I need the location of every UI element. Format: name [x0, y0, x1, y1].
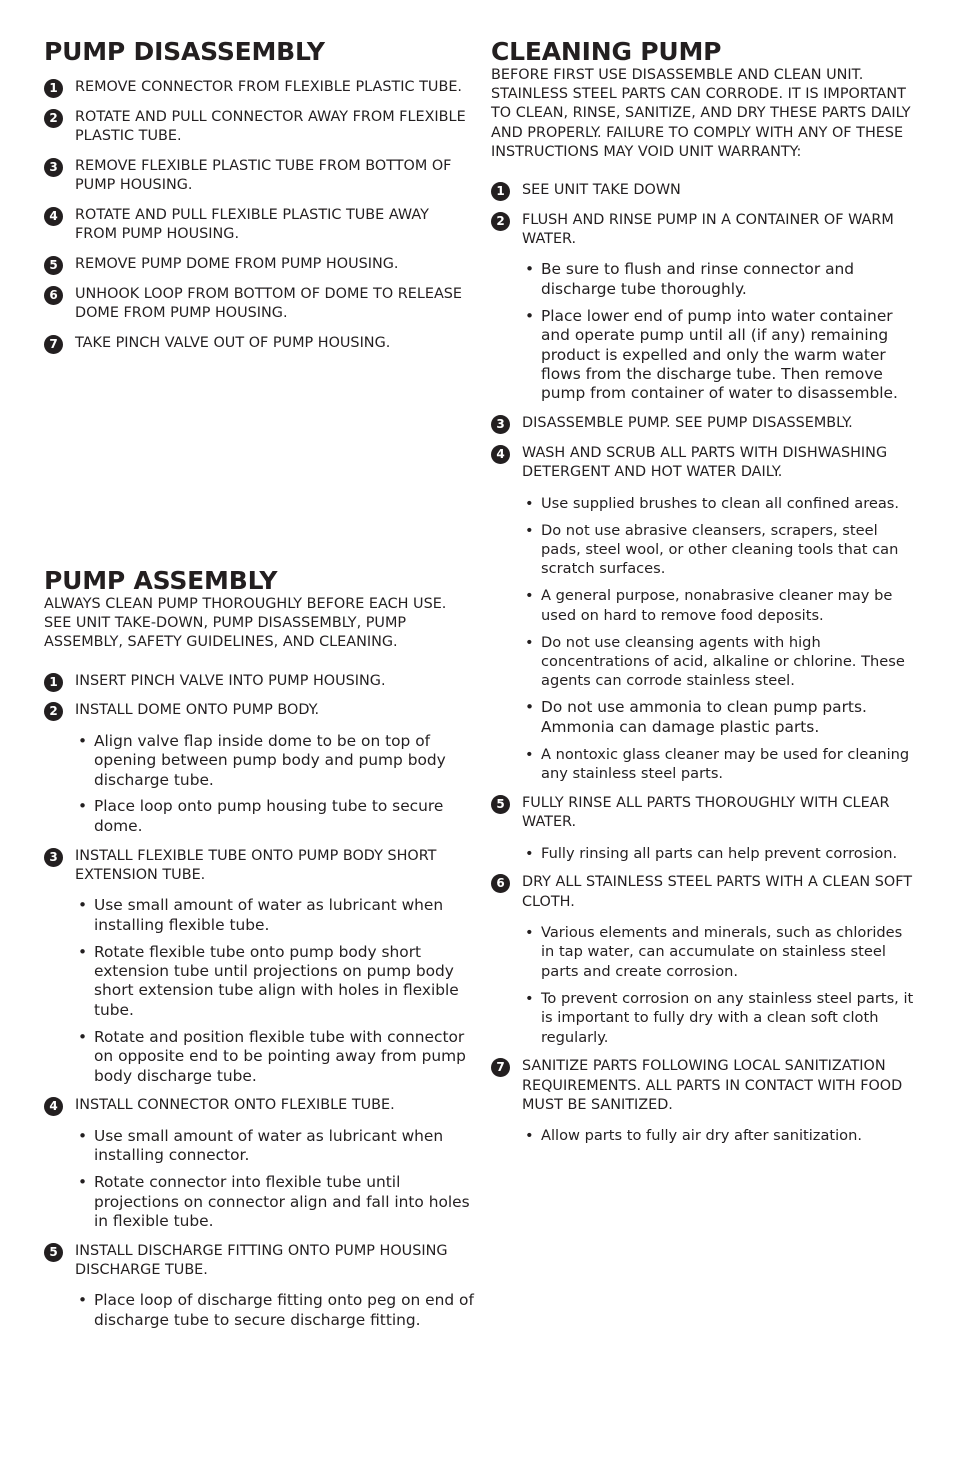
bullet-list — [522, 923, 915, 1047]
bullet-item: • Use supplied brushes to clean all confined areas. — [522, 494, 915, 513]
bullet-list — [522, 844, 915, 863]
bullet-list — [522, 1126, 915, 1145]
step-item — [44, 1096, 474, 1231]
bullet-item: • Allow parts to fully air dry after sanitization. — [522, 1126, 915, 1145]
step-text: ROTATE AND PULL CONNECTOR AWAY FROM FLEXIBLE PLASTIC TUBE. — [75, 108, 466, 145]
bullet-item: • Rotate flexible tube onto pump body short extension tube until projections on pump body short extension tube align with holes in flexible tube. — [75, 943, 474, 1021]
pump-disassembly-section — [44, 38, 474, 364]
step-item — [44, 847, 474, 1086]
step-list — [44, 78, 474, 353]
step-item — [491, 444, 915, 783]
step-item — [44, 701, 474, 836]
step-number-badge: 3 — [491, 415, 510, 434]
step-number-badge: 5 — [44, 1243, 63, 1262]
step-number-badge: 2 — [491, 212, 510, 231]
cleaning-pump-section — [491, 38, 915, 1156]
step-text: ROTATE AND PULL FLEXIBLE PLASTIC TUBE AWAY FROM PUMP HOUSING. — [75, 206, 429, 243]
bullet-item: • A nontoxic glass cleaner may be used for cleaning any stainless steel parts. — [522, 745, 915, 784]
bullet-item: • A general purpose, nonabrasive cleaner may be used on hard to remove food deposits. — [522, 586, 915, 625]
step-text: REMOVE PUMP DOME FROM PUMP HOUSING. — [75, 256, 399, 273]
step-text: SANITIZE PARTS FOLLOWING LOCAL SANITIZATION REQUIREMENTS. ALL PARTS IN CONTACT WITH FOOD MUST BE SANITIZED. — [522, 1058, 903, 1114]
step-text: REMOVE FLEXIBLE PLASTIC TUBE FROM BOTTOM OF PUMP HOUSING. — [75, 157, 452, 194]
step-number-badge: 4 — [44, 1097, 63, 1116]
step-item — [44, 285, 474, 324]
bullet-item: • To prevent corrosion on any stainless steel parts, it is important to fully dry with a clean soft cloth regularly. — [522, 989, 915, 1047]
step-item — [491, 414, 915, 433]
section-title: PUMP DISASSEMBLY — [44, 37, 325, 66]
bullet-list — [75, 1291, 474, 1330]
step-item — [491, 181, 915, 200]
step-text: INSTALL CONNECTOR ONTO FLEXIBLE TUBE. — [75, 1097, 395, 1114]
bullet-item: • Fully rinsing all parts can help prevent corrosion. — [522, 844, 915, 863]
step-text: SEE UNIT TAKE DOWN — [522, 182, 681, 199]
bullet-item: • Rotate and position flexible tube with connector on opposite end to be pointing away from pump body discharge tube. — [75, 1028, 474, 1086]
step-number-badge: 2 — [44, 702, 63, 721]
step-item — [44, 157, 474, 196]
bullet-item: • Rotate connector into flexible tube until projections on connector align and fall into holes in flexible tube. — [75, 1173, 474, 1231]
step-number-badge: 5 — [491, 795, 510, 814]
step-item — [44, 78, 474, 97]
step-item — [44, 334, 474, 353]
section-intro: ALWAYS CLEAN PUMP THOROUGHLY BEFORE EACH USE. SEE UNIT TAKE-DOWN, PUMP DISASSEMBLY, PUMP ASSEMBLY, SAFETY GUIDELINES, AND CLEANING. — [44, 596, 447, 651]
bullet-item: • Be sure to flush and rinse connector and discharge tube thoroughly. — [522, 260, 915, 299]
bullet-list — [75, 896, 474, 1086]
step-item — [491, 211, 915, 404]
bullet-item: • Use small amount of water as lubricant when installing flexible tube. — [75, 896, 474, 935]
step-list — [44, 672, 474, 1331]
bullet-item: • Place lower end of pump into water container and operate pump until all (if any) remaining product is expelled and only the warm water flows from the discharge tube. Then remove pump from container of water to disassemble. — [522, 307, 915, 404]
bullet-item: • Do not use abrasive cleansers, scrapers, steel pads, steel wool, or other cleaning tools that can scratch surfaces. — [522, 521, 915, 579]
bullet-item: • Use small amount of water as lubricant when installing connector. — [75, 1127, 474, 1166]
step-number-badge: 1 — [491, 182, 510, 201]
section-title: PUMP ASSEMBLY — [44, 566, 278, 595]
step-number-badge: 7 — [44, 335, 63, 354]
section-intro: BEFORE FIRST USE DISASSEMBLE AND CLEAN UNIT. STAINLESS STEEL PARTS CAN CORRODE. IT IS IMPORTANT TO CLEAN, RINSE, SANITIZE, AND DRY THESE PARTS DAILY AND PROPERLY. FAILURE TO COMPLY WITH ANY OF THESE INSTRUCTIONS MAY VOID UNIT WARRANTY: — [491, 67, 911, 160]
step-number-badge: 4 — [491, 445, 510, 464]
step-item — [491, 794, 915, 863]
bullet-item: • Place loop onto pump housing tube to secure dome. — [75, 797, 474, 836]
step-item — [44, 672, 474, 691]
bullet-list — [522, 494, 915, 784]
step-number-badge: 1 — [44, 673, 63, 692]
step-number-badge: 3 — [44, 158, 63, 177]
step-number-badge: 7 — [491, 1058, 510, 1077]
step-number-badge: 1 — [44, 79, 63, 98]
step-item — [44, 206, 474, 245]
step-item — [44, 108, 474, 147]
step-item — [491, 873, 915, 1047]
step-text: TAKE PINCH VALVE OUT OF PUMP HOUSING. — [75, 334, 391, 351]
step-text: REMOVE CONNECTOR FROM FLEXIBLE PLASTIC TUBE. — [75, 79, 462, 95]
bullet-item: • Place loop of discharge fitting onto peg on end of discharge tube to secure discharge fitting. — [75, 1291, 474, 1330]
step-item — [491, 1057, 915, 1145]
step-number-badge: 6 — [491, 874, 510, 893]
step-text: UNHOOK LOOP FROM BOTTOM OF DOME TO RELEASE DOME FROM PUMP HOUSING. — [75, 285, 463, 322]
step-number-badge: 2 — [44, 109, 63, 128]
section-title: CLEANING PUMP — [491, 37, 722, 66]
bullet-item: • Various elements and minerals, such as chlorides in tap water, can accumulate on stainless steel parts and create corrosion. — [522, 923, 915, 981]
step-number-badge: 5 — [44, 256, 63, 275]
bullet-list — [75, 732, 474, 837]
bullet-item: • Align valve flap inside dome to be on top of opening between pump body and pump body discharge tube. — [75, 732, 474, 790]
step-text: FLUSH AND RINSE PUMP IN A CONTAINER OF WARM WATER. — [522, 211, 894, 248]
step-text: INSTALL DOME ONTO PUMP BODY. — [75, 702, 320, 719]
step-item — [44, 1242, 474, 1330]
step-text: FULLY RINSE ALL PARTS THOROUGHLY WITH CLEAR WATER. — [522, 794, 890, 831]
step-text: INSTALL FLEXIBLE TUBE ONTO PUMP BODY SHORT EXTENSION TUBE. — [75, 847, 437, 884]
bullet-list — [522, 260, 915, 403]
step-text: WASH AND SCRUB ALL PARTS WITH DISHWASHING DETERGENT AND HOT WATER DAILY. — [522, 445, 888, 481]
step-list — [491, 181, 915, 1146]
step-number-badge: 3 — [44, 848, 63, 867]
step-text: INSERT PINCH VALVE INTO PUMP HOUSING. — [75, 672, 386, 689]
step-number-badge: 6 — [44, 286, 63, 305]
pump-assembly-section — [44, 567, 474, 1341]
bullet-item: • Do not use cleansing agents with high concentrations of acid, alkaline or chlorine. These agents can corrode stainless steel. — [522, 633, 915, 691]
step-text: INSTALL DISCHARGE FITTING ONTO PUMP HOUSING DISCHARGE TUBE. — [75, 1242, 448, 1279]
bullet-list — [75, 1127, 474, 1232]
bullet-item: • Do not use ammonia to clean pump parts. Ammonia can damage plastic parts. — [522, 698, 915, 737]
step-number-badge: 4 — [44, 207, 63, 226]
step-text: DRY ALL STAINLESS STEEL PARTS WITH A CLEAN SOFT CLOTH. — [522, 874, 913, 910]
step-item — [44, 255, 474, 274]
step-text: DISASSEMBLE PUMP. SEE PUMP DISASSEMBLY. — [522, 415, 853, 432]
